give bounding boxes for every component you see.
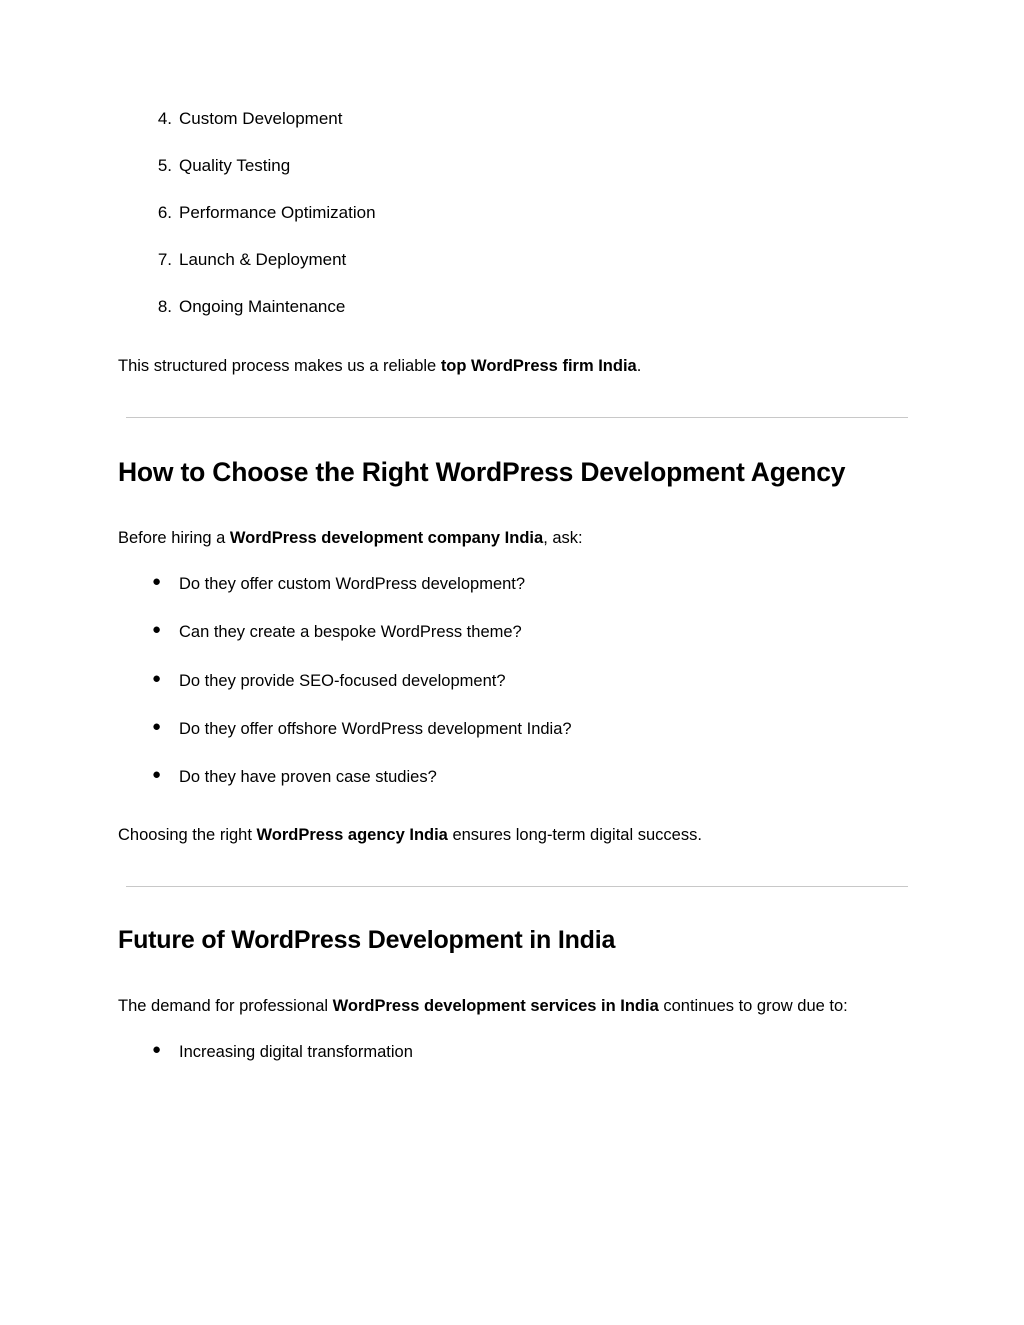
list-item-label: Do they offer offshore WordPress development India? <box>179 719 572 738</box>
paragraph-text-bold: WordPress agency India <box>256 826 448 845</box>
list-item-label: Quality Testing <box>179 155 291 175</box>
page-title-future: Future of WordPress Development in India <box>118 926 616 955</box>
paragraph-text-tail: . <box>636 356 642 375</box>
process-steps-list <box>118 108 902 319</box>
paragraph-text-tail: , ask: <box>543 529 583 548</box>
list-item <box>118 296 902 319</box>
list-item-number: 5. <box>157 155 172 175</box>
list-item-label: Ongoing Maintenance <box>179 296 346 316</box>
list-item-number: 6. <box>157 202 172 222</box>
list-item-label: Can they create a bespoke WordPress theme? <box>179 623 522 642</box>
choose-agency-questions-list <box>118 573 902 788</box>
bullet-icon: ● <box>152 621 162 639</box>
list-item-label: Performance Optimization <box>179 202 376 222</box>
list-item <box>118 155 902 178</box>
paragraph-text-lead: This structured process makes us a reliable <box>118 356 441 375</box>
list-item-number: 7. <box>157 249 172 269</box>
paragraph-text-bold: WordPress development services in India <box>332 996 659 1015</box>
list-item <box>118 621 902 643</box>
choose-agency-closing-paragraph <box>118 824 902 848</box>
list-item <box>118 202 902 225</box>
bullet-icon: ● <box>152 1040 162 1058</box>
section-divider <box>126 417 908 418</box>
bullet-icon: ● <box>152 573 162 591</box>
paragraph-text-tail: ensures long-term digital success. <box>447 826 702 845</box>
list-item-label: Custom Development <box>179 109 343 128</box>
list-item-number: 8. <box>157 296 172 316</box>
page-title-choose-agency: How to Choose the Right WordPress Development Agency <box>118 456 846 487</box>
list-item <box>118 1041 902 1063</box>
bullet-icon: ● <box>152 766 162 784</box>
paragraph-text-lead: Choosing the right <box>118 826 257 845</box>
paragraph-text-lead: The demand for professional <box>118 996 333 1015</box>
choose-agency-intro-paragraph <box>118 527 902 551</box>
bullet-icon: ● <box>152 717 162 735</box>
bullet-icon: ● <box>152 669 162 687</box>
paragraph-text-bold: top WordPress firm India <box>440 356 637 375</box>
list-item-label: Do they offer custom WordPress development? <box>179 575 526 594</box>
list-item <box>118 573 902 595</box>
list-item <box>118 718 902 740</box>
list-item-number: 4. <box>157 109 172 128</box>
process-summary-paragraph <box>118 355 902 379</box>
section-divider <box>126 886 908 887</box>
list-item <box>118 670 902 692</box>
document-content <box>118 108 902 1089</box>
future-reasons-list <box>118 1041 902 1063</box>
list-item <box>118 108 902 131</box>
list-item <box>118 766 902 788</box>
paragraph-text-tail: continues to grow due to: <box>658 996 848 1015</box>
paragraph-text-lead: Before hiring a <box>118 529 230 548</box>
list-item-label: Do they provide SEO-focused development? <box>179 671 506 690</box>
paragraph-text-bold: WordPress development company India <box>229 529 544 548</box>
list-item-label: Launch & Deployment <box>179 249 347 269</box>
list-item <box>118 249 902 272</box>
list-item-label: Do they have proven case studies? <box>179 768 437 787</box>
future-intro-paragraph <box>118 995 902 1019</box>
list-item-label: Increasing digital transformation <box>179 1042 413 1061</box>
